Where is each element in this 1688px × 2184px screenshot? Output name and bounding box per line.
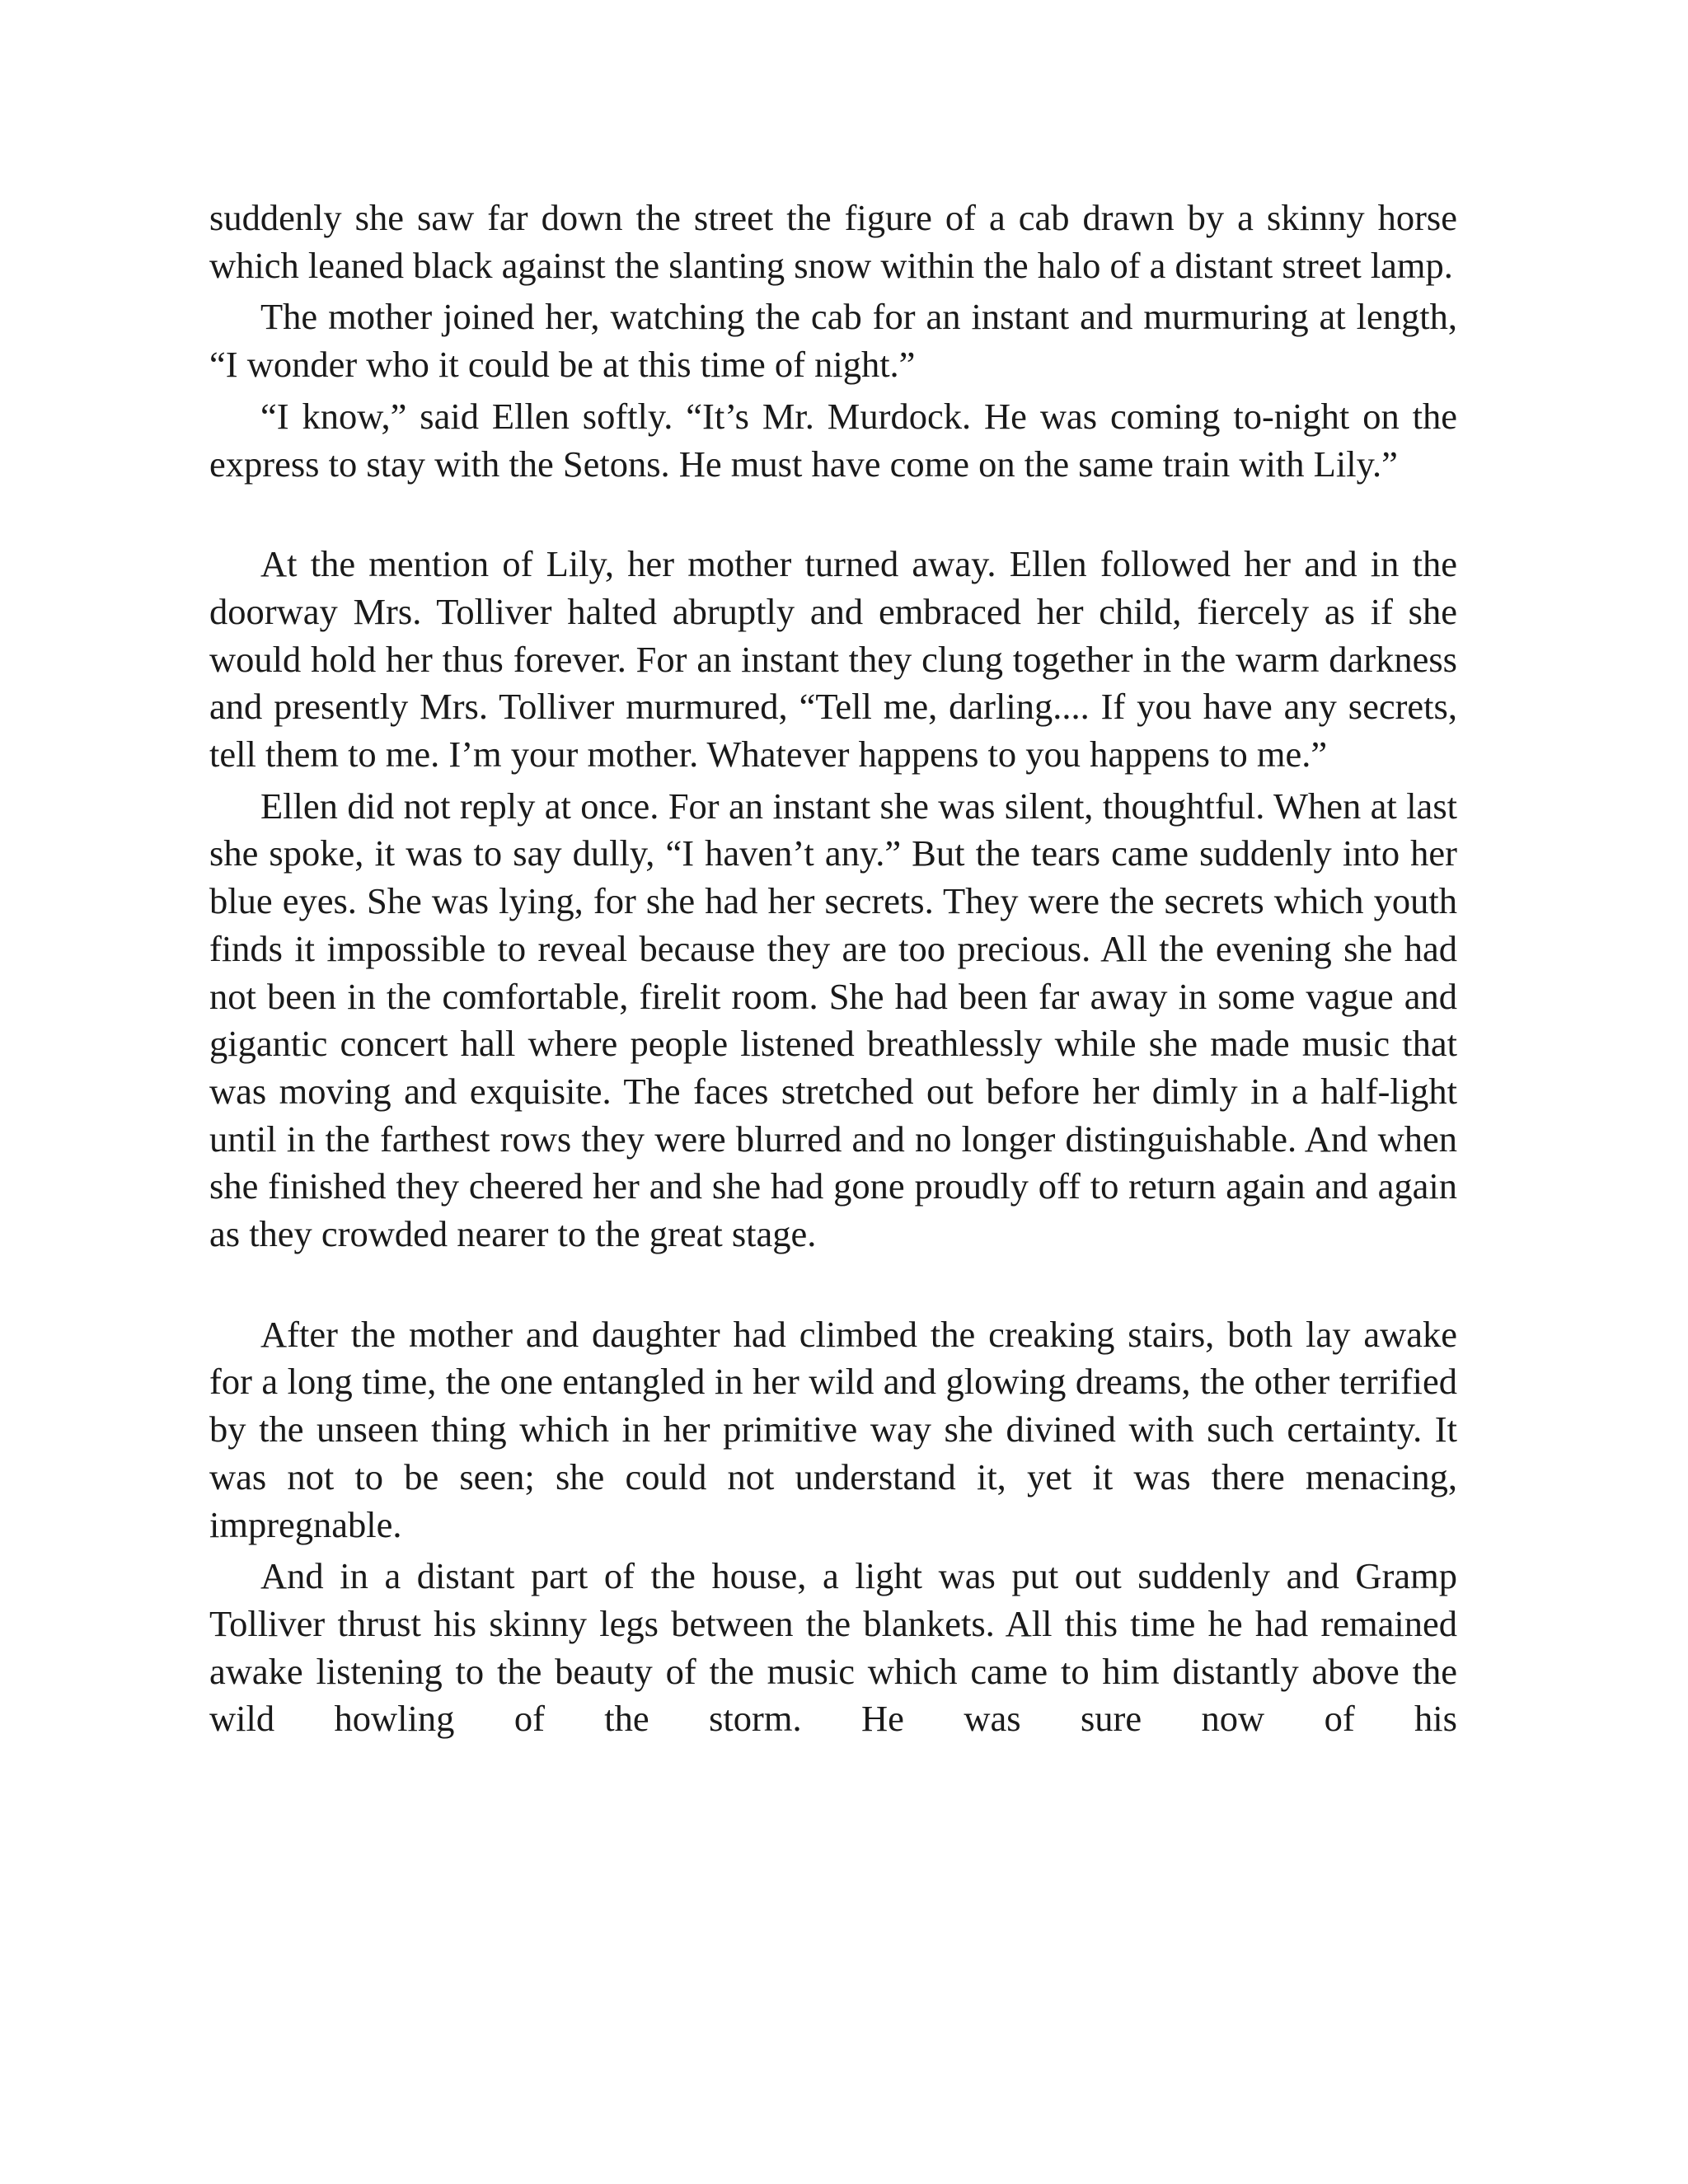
paragraph-climbed-stairs: After the mother and daughter had climbed the creaking stairs, both lay awake for a long time, the one entangled in her wild and glowing dreams, the other terrified by the unseen thing which in her primitive way she divined with such certainty. It was not to be seen; she could not understand it, yet it was there menacing, impregnable. <box>209 1313 1457 1545</box>
book-page-text <box>209 194 1457 1743</box>
paragraph-mention-of-lily: At the mention of Lily, her mother turned away. Ellen followed her and in the doorway Mrs. Tolliver halted abruptly and embraced her child, fiercely as if she would hold her thus forever. For an instant they clung together in the warm darkness and presently Mrs. Tolliver murmured, “Tell me, darling.... If you have any secrets, tell them to me. I’m your mother. Whatever happens to you happens to me.” <box>209 543 1457 776</box>
paragraph-continued: suddenly she saw far down the street the figure of a cab drawn by a skinny horse which leaned black against the slanting snow within the halo of a distant street lamp. <box>209 197 1457 286</box>
paragraph-gramp-tolliver: And in a distant part of the house, a light was put out suddenly and Gramp Tolliver thrust his skinny legs between the blankets. All this time he had remained awake listening to the beauty of the music which came to him distantly above the wild howling of the storm. He was sure now of his <box>209 1555 1457 1740</box>
paragraph-ellen-i-know: “I know,” said Ellen softly. “It’s Mr. Murdock. He was coming to-night on the express to stay with the Setons. He must have come on the same train with Lily.” <box>209 395 1457 485</box>
paragraph-ellen-secrets: Ellen did not reply at once. For an instant she was silent, thoughtful. When at last she spoke, it was to say dully, “I haven’t any.” But the tears came suddenly into her blue eyes. She was lying, for she had her secrets. They were the secrets which youth finds it impossible to reveal because they are too precious. All the evening she had not been in the comfortable, firelit room. She had been far away in some vague and gigantic concert hall where people listened breathlessly while she made music that was moving and exquisite. The faces stretched out before her dimly in a half-light until in the farthest rows they were blurred and no longer distinguishable. And when she finished they cheered her and she had gone proudly off to return again and again as they crowded nearer to the great stage. <box>209 785 1457 1255</box>
paragraph-mother-joined: The mother joined her, watching the cab for an instant and murmuring at length, “I wonder who it could be at this time of night.” <box>209 296 1457 386</box>
